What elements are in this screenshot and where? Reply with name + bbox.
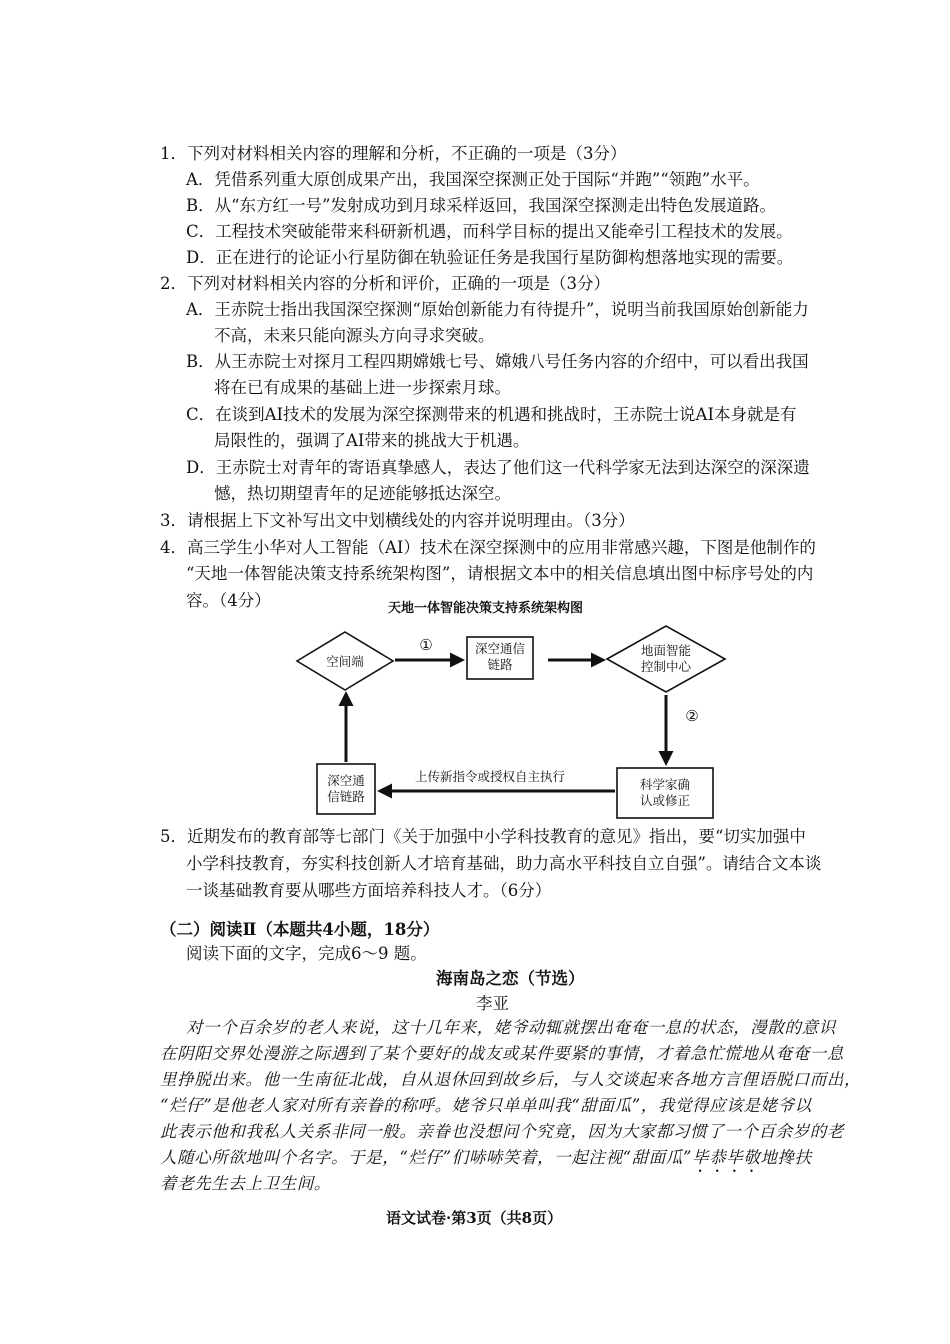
q1-option-c: C．工程技术突破能带来科研新机遇，而科学目标的提出又能牵引工程技术的发展。 (186, 222, 793, 241)
passage-line-4: “烂仔”是他老人家对所有亲眷的称呼。姥爷只单单叫我“甜面瓜”，我觉得应该是姥爷以 (160, 1096, 812, 1115)
passage-line-6 (160, 1147, 812, 1176)
q2-option-c-line2: 局限性的，强调了AI带来的挑战大于机遇。 (214, 431, 530, 450)
passage-line-6-text: 人随心所欲地叫个名字。于是，“烂仔”们哧哧笑着，一起注视“甜面瓜” (160, 1148, 693, 1167)
q1-option-b: B．从“东方红一号”发射成功到月球采样返回，我国深空探测走出特色发展道路。 (186, 196, 776, 215)
q5-line3: 一谈基础教育要从哪些方面培养科技人才。（6分） (186, 881, 552, 900)
marker-2: ② (685, 707, 699, 725)
bottom-arrow-label: 上传新指令或授权自主执行 (414, 769, 565, 784)
passage-author: 李亚 (476, 994, 509, 1013)
passage-line-1: 对一个百余岁的老人来说，这十几年来，姥爷动辄就摆出奄奄一息的状态，漫散的意识 (186, 1018, 836, 1037)
page-footer: 语文试卷·第3页（共8页） (386, 1209, 563, 1227)
q2-option-d-line2: 憾，热切期望青年的足迹能够抵达深空。 (214, 484, 511, 503)
node-ground-label: 地面智能 控制中心 (640, 643, 691, 674)
q2-option-c-line1: C．在谈到AI技术的发展为深空探测带来的机遇和挑战时，王赤院士说AI本身就是有 (186, 405, 797, 424)
passage-line-6-tail: 地搀扶 (760, 1148, 812, 1167)
passage-line-7: 着老先生去上卫生间。 (160, 1174, 331, 1193)
q5-line1: 5．近期发布的教育部等七部门《关于加强中小学科技教育的意见》指出，要“切实加强中 (160, 827, 806, 846)
section2-heading: （二）阅读Ⅱ（本题共4小题，18分） (160, 920, 440, 939)
q4-line1: 4．高三学生小华对人工智能（AI）技术在深空探测中的应用非常感兴趣，下图是他制作的 (160, 538, 816, 557)
q1-option-d: D．正在进行的论证小行星防御在轨验证任务是我国行星防御构想落地实现的需要。 (186, 248, 794, 267)
q2-option-a-line1: A．王赤院士指出我国深空探测“原始创新能力有待提升”，说明当前我国原始创新能力 (186, 300, 809, 319)
q2-stem: 2．下列对材料相关内容的分析和评价，正确的一项是（3分） (160, 274, 610, 293)
passage-line-5: 此表示他和我私人关系非同一般。亲眷也没想问个究竟，因为大家都习惯了一个百余岁的老 (160, 1122, 844, 1141)
q5-line2: 小学科技教育，夯实科技创新人才培育基础，助力高水平科技自立自强”。请结合文本谈 (186, 854, 822, 873)
q2-option-a-line2: 不高，未来只能向源头方向寻求突破。 (214, 326, 495, 345)
passage-title: 海南岛之恋（节选） (436, 969, 585, 988)
passage-line-2: 在阴阳交界处漫游之际遇到了某个要好的战友或某件要紧的事情，才着急忙慌地从奄奄一息 (160, 1044, 844, 1063)
node-scientist-label: 科学家确 认或修正 (639, 777, 690, 808)
node-space-label: 空间端 (326, 654, 364, 669)
node-link-top-label: 深空通信 链路 (474, 641, 525, 672)
q2-option-b-line2: 将在已有成果的基础上进一步探索月球。 (214, 378, 511, 397)
q2-option-b-line1: B．从王赤院士对探月工程四期嫦娥七号、嫦娥八号任务内容的介绍中，可以看出我国 (186, 352, 809, 371)
diagram-title: 天地一体智能决策支持系统架构图 (388, 601, 584, 616)
section2-instruction: 阅读下面的文字，完成6～9 题。 (186, 944, 427, 963)
q4-line2: “天地一体智能决策支持系统架构图”，请根据文本中的相关信息填出图中标序号处的内 (186, 564, 814, 583)
q2-option-d-line1: D．王赤院士对青年的寄语真挚感人，表达了他们这一代科学家无法到达深空的深深遗 (186, 458, 810, 477)
q4-line3: 容。（4分） (186, 591, 271, 610)
passage-dotted-phrase: 毕恭毕敬 (692, 1148, 761, 1167)
node-link-left-label: 深空通 信链路 (327, 773, 365, 804)
q3-stem: 3．请根据上下文补写出文中划横线处的内容并说明理由。（3分） (160, 511, 635, 530)
marker-1: ① (419, 636, 433, 654)
passage-line-3: 里挣脱出来。他一生南征北战，自从退休回到故乡后，与人交谈起来各地方言俚语脱口而出， (160, 1070, 862, 1089)
q1-stem: 1．下列对材料相关内容的理解和分析，不正确的一项是（3分） (160, 144, 627, 163)
q1-option-a: A．凭借系列重大原创成果产出，我国深空探测正处于国际“并跑”“领跑”水平。 (186, 170, 760, 189)
